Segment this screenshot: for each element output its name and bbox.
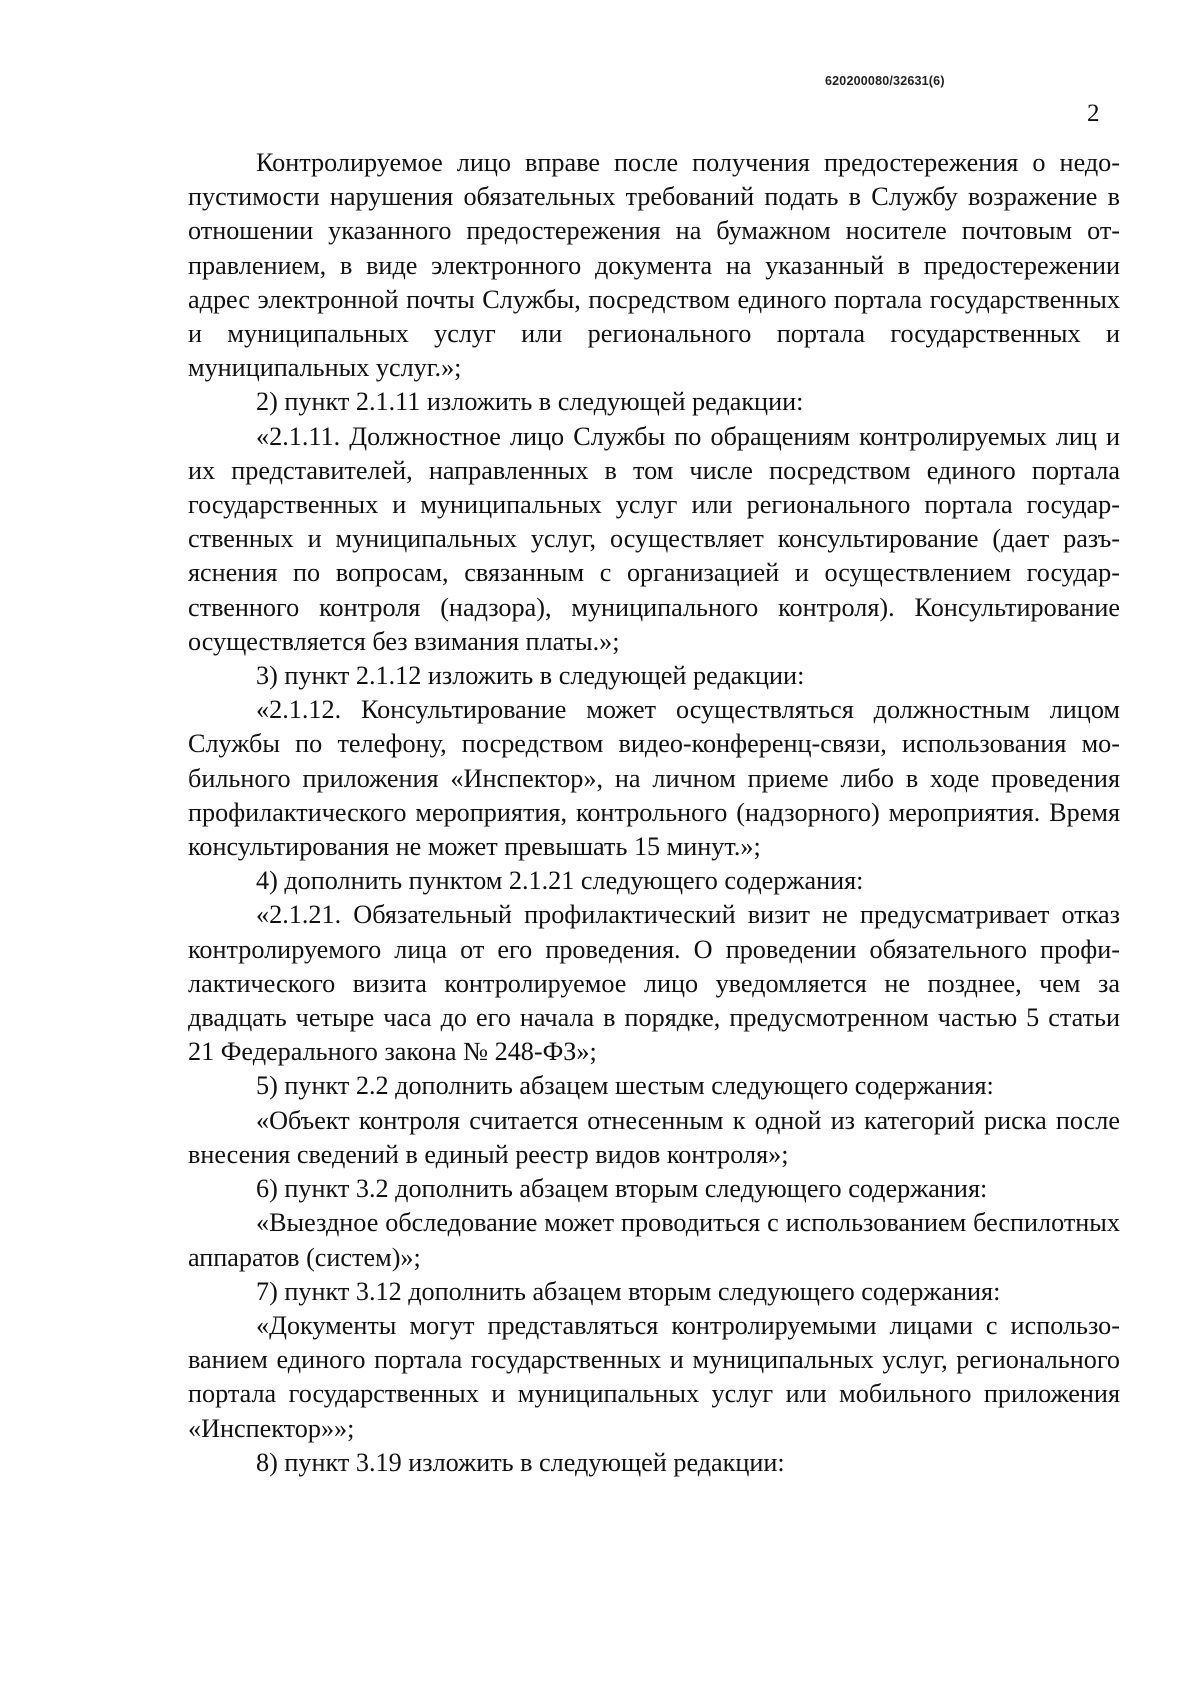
- paragraph-clause-2-1-21: «2.1.21. Обязательный профилактический визит не предусматривает отказ контролируемого лица от его проведения. О проведении обязательного профилактического визита контролируемое лицо уведомляется не позднее, чем за двадцать четыре часа до его начала в порядке, предусмотренном частью 5 статьи 21 Федерального закона № 248-ФЗ»;: [188, 900, 1120, 1067]
- paragraph-item-4: 4) дополнить пунктом 2.1.21 следующего содержания:: [256, 866, 864, 896]
- document-id: 620200080/32631(6): [825, 74, 945, 88]
- paragraph-item-6: 6) пункт 3.2 дополнить абзацем вторым следующего содержания:: [256, 1174, 988, 1204]
- paragraph-documents-submission: «Документы могут представляться контролируемыми лицами с использованием единого портала государственных и муниципальных услуг, регионального портала государственных и муниципальных услуг или мобильного приложения «Инспектор»»;: [188, 1310, 1120, 1443]
- paragraph-item-8: 8) пункт 3.19 изложить в следующей редакции:: [256, 1447, 785, 1477]
- paragraph-item-2: 2) пункт 2.1.11 изложить в следующей редакции:: [256, 387, 804, 417]
- page-number: 2: [1087, 100, 1100, 127]
- paragraph-risk-category: «Объект контроля считается отнесенным к одной из категорий риска после внесения сведений в единый реестр видов контроля»;: [188, 1105, 1120, 1169]
- paragraph-item-7: 7) пункт 3.12 дополнить абзацем вторым следующего содержания:: [256, 1276, 1001, 1306]
- paragraph-field-inspection: «Выездное обследование может проводиться с использованием беспилотных аппаратов (систем)»;: [188, 1208, 1120, 1272]
- paragraph-item-5: 5) пункт 2.2 дополнить абзацем шестым следующего содержания:: [256, 1071, 994, 1101]
- paragraph-clause-2-1-11: «2.1.11. Должностное лицо Службы по обращениям контролируемых лиц и их представителей, направленных в том числе посредством единого портала государственных и муниципальных услуг или регионального портала государственных и муниципальных услуг, осуществляет консультирование (дает разъяснения по вопросам, связанным с организацией и осуществлением государственного контроля (надзора), муниципального контроля). Консультирование осуществляется без взимания платы.»;: [188, 421, 1120, 656]
- paragraph-item-3: 3) пункт 2.1.12 изложить в следующей редакции:: [256, 661, 805, 691]
- document-body: [188, 146, 1120, 1480]
- paragraph-clause-2-1-12: «2.1.12. Консультирование может осуществляться должностным лицом Службы по телефону, посредством видео-конференц-связи, использования мобильного приложения «Инспектор», на личном приеме либо в ходе проведения профилактического мероприятия, контрольного (надзорного) мероприятия. Время консультирования не может превышать 15 минут.»;: [188, 695, 1120, 862]
- paragraph-objection-rights: Контролируемое лицо вправе после получения предостережения о недопустимости нарушения обязательных требований подать в Службу возражение в отношении указанного предостережения на бумажном носителе почтовым отправлением, в виде электронного документа на указанный в предостережении адрес электронной почты Службы, посредством единого портала государственных и муниципальных услуг или регионального портала государственных и муниципальных услуг.»;: [188, 148, 1120, 383]
